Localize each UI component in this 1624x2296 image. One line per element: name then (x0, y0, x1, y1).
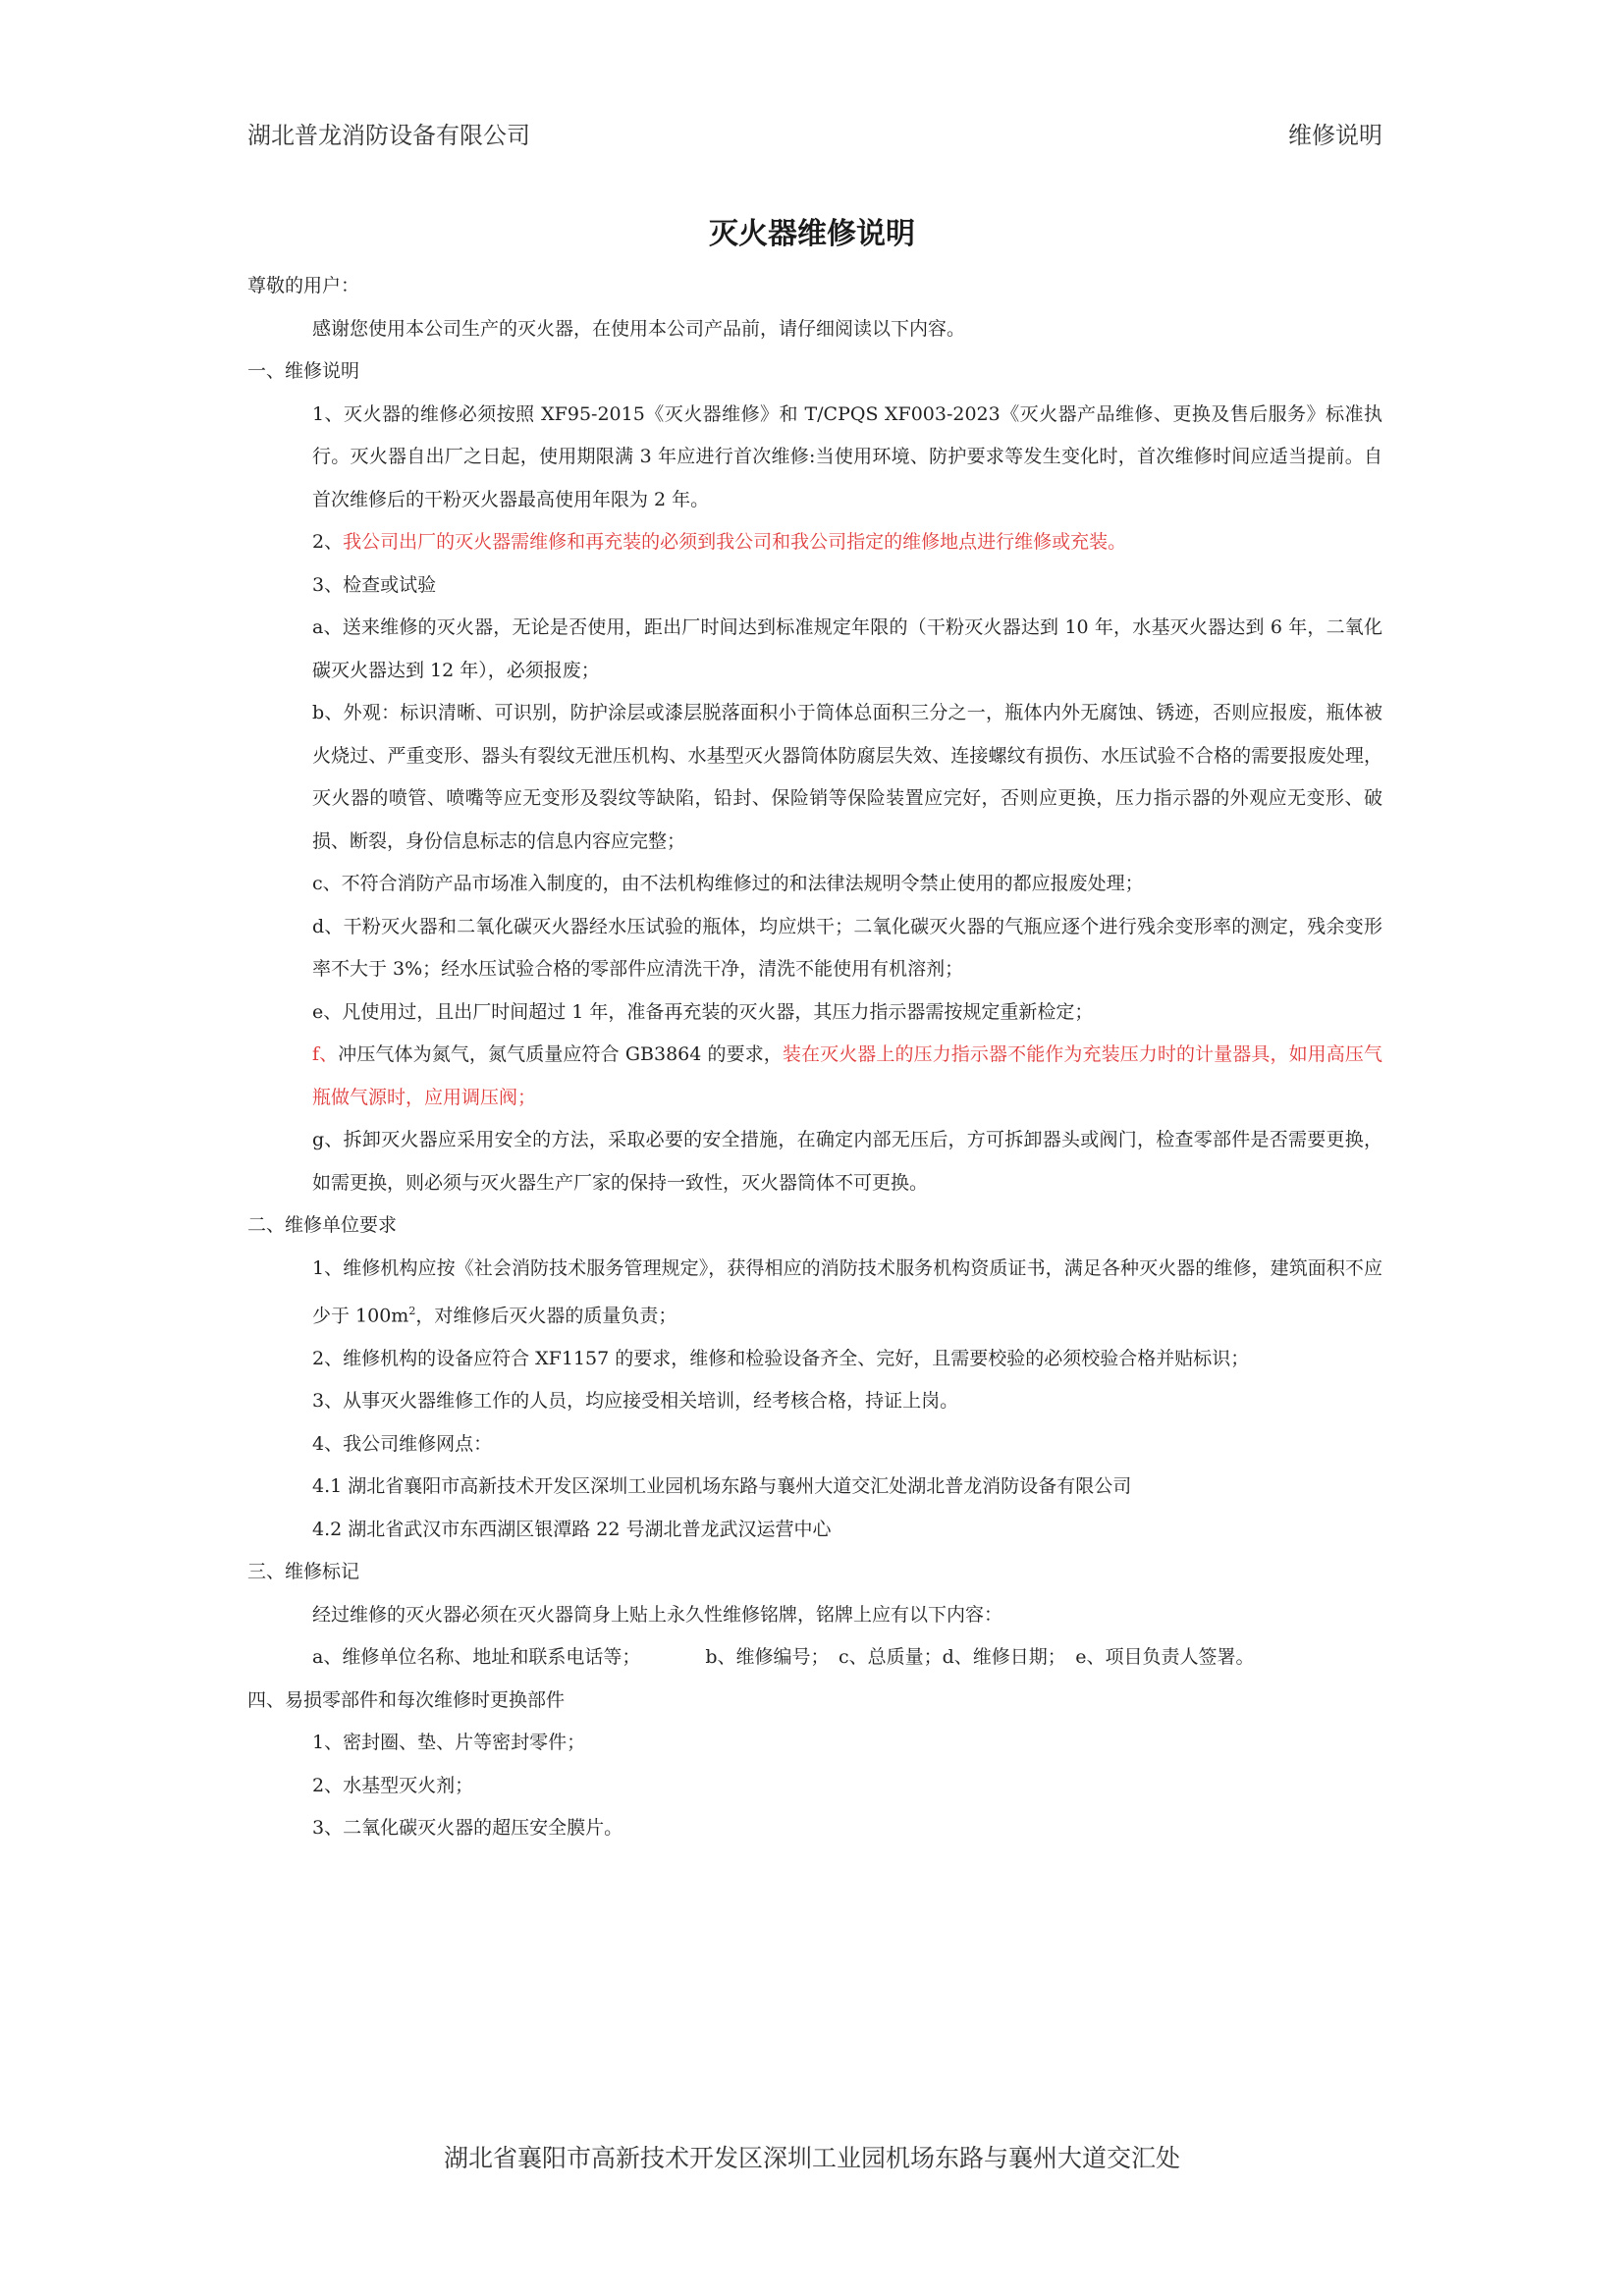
inspection-item-f (247, 1034, 1382, 1119)
wear-part-2: 2、水基型灭火剂； (312, 1774, 474, 1796)
inspection-item-g: g、拆卸灭火器应采用安全的方法，采取必要的安全措施，在确定内部无压后，方可拆卸器头或阀门，检查零部件是否需要更换，如需更换，则必须与灭火器生产厂家的保持一致性，灭火器筒体不可更换。 (312, 1129, 1382, 1194)
inspection-item-e: e、凡使用过，且出厂时间超过 1 年，准备再充装的灭火器，其压力指示器需按规定重新检定； (312, 1000, 1094, 1023)
intro-paragraph: 感谢您使用本公司生产的灭火器，在使用本公司产品前，请仔细阅读以下内容。 (312, 317, 966, 340)
inspection-item-c: c、不符合消防产品市场准入制度的，由不法机构维修过的和法律法规明令禁止使用的都应报废处理； (312, 873, 1144, 894)
repair-mark-item-a: a、维修单位名称、地址和联系电话等； (312, 1646, 641, 1669)
item-f-red-warning: 装在灭火器上的压力指示器不能作为充装压力时的计量器具，如用高压气瓶做气源时，应用调压阀； (312, 1043, 1382, 1108)
item-f-label: f、 (312, 1043, 339, 1065)
red-notice-text: 我公司出厂的灭火器需维修和再充装的必须到我公司和我公司指定的维修地点进行维修或充装。 (343, 531, 1127, 553)
wear-part-3: 3、二氧化碳灭火器的超压安全膜片。 (312, 1817, 623, 1840)
inspection-subheading: 3、检查或试验 (312, 573, 437, 596)
header-doc-label: 维修说明 (1288, 122, 1382, 149)
unit-requirement-1-tail: ，对维修后灭火器的质量负责； (415, 1305, 677, 1327)
unit-requirement-2: 2、维修机构的设备应符合 XF1157 的要求，维修和检验设备齐全、完好，且需要校验的必须校验合格并贴标识； (312, 1347, 1250, 1369)
repair-outlet-2: 4.2 湖北省武汉市东西湖区银潭路 22 号湖北普龙武汉运营中心 (312, 1518, 832, 1540)
item-f-text: 冲压气体为氮气，氮气质量应符合 GB3864 的要求， (338, 1043, 783, 1065)
unit-requirement-1 (247, 1248, 1382, 1338)
unit-requirement-3: 3、从事灭火器维修工作的人员，均应接受相关培训，经考核合格，持证上岗。 (312, 1390, 959, 1413)
document-body (247, 265, 1382, 1850)
unit-requirement-4: 4、我公司维修网点： (312, 1432, 493, 1455)
header-company: 湖北普龙消防设备有限公司 (247, 122, 530, 149)
area-unit-superscript: 2 (408, 1305, 416, 1317)
repair-mark-paragraph: 经过维修的灭火器必须在灭火器筒身上贴上永久性维修铭牌，铭牌上应有以下内容： (312, 1603, 1003, 1626)
section-heading-repair-instructions: 一、维修说明 (247, 360, 360, 382)
section-heading-wear-parts: 四、易损零部件和每次维修时更换部件 (247, 1688, 566, 1711)
wear-part-1: 1、密封圈、垫、片等密封零件； (312, 1732, 586, 1754)
repair-mark-contents (247, 1636, 1382, 1680)
greeting: 尊敬的用户： (247, 275, 360, 296)
repair-outlet-1: 4.1 湖北省襄阳市高新技术开发区深圳工业园机场东路与襄州大道交汇处湖北普龙消防设备有限公司 (312, 1475, 1132, 1498)
page-title: 灭火器维修说明 (709, 217, 915, 251)
repair-mark-items: b、维修编号； c、总质量；d、维修日期； e、项目负责人签署。 (705, 1646, 1255, 1669)
section-heading-repair-mark: 三、维修标记 (247, 1561, 360, 1583)
repair-standard-paragraph: 1、灭火器的维修必须按照 XF95-2015《灭火器维修》和 T/CPQS XF003-2023《灭火器产品维修、更换及售后服务》标准执行。灭火器自出厂之日起，使用期限满 3 年应进行首次维修:当使用环境、防护要求等发生变化时，首次维修时间应适当提前。自首次维修后的干粉灭火器最高使用年限为 2 年。 (312, 402, 1382, 510)
inspection-item-a: a、送来维修的灭火器，无论是否使用，距出厂时间达到标准规定年限的（干粉灭火器达到 10 年，水基灭火器达到 6 年，二氧化碳灭火器达到 12 年），必须报废； (312, 616, 1382, 681)
footer-address: 湖北省襄阳市高新技术开发区深圳工业园机场东路与襄州大道交汇处 (443, 2144, 1180, 2172)
authorized-repair-paragraph (247, 521, 1382, 564)
section-heading-repair-unit: 二、维修单位要求 (247, 1214, 398, 1236)
inspection-item-b: b、外观：标识清晰、可识别，防护涂层或漆层脱落面积小于筒体总面积三分之一，瓶体内外无腐蚀、锈迹，否则应报废，瓶体被火烧过、严重变形、器头有裂纹无泄压机构、水基型灭火器筒体防腐层失效、连接螺纹有损伤、水压试验不合格的需要报废处理，灭火器的喷管、喷嘴等应无变形及裂纹等缺陷，铅封、保险销等保险装置应完好，否则应更换，压力指示器的外观应无变形、破损、断裂，身份信息标志的信息内容应完整； (312, 702, 1382, 852)
unit-requirement-1-text: 1、维修机构应按《社会消防技术服务管理规定》，获得相应的消防技术服务机构资质证书，满足各种灭火器的维修，建筑面积不应少于 100m (312, 1256, 1382, 1327)
inspection-item-d: d、干粉灭火器和二氧化碳灭火器经水压试验的瓶体，均应烘干；二氧化碳灭火器的气瓶应逐个进行残余变形率的测定，残余变形率不大于 3%；经水压试验合格的零部件应清洗干净，清洗不能使用有机溶剂； (312, 915, 1382, 980)
item-number: 2、 (312, 531, 344, 553)
